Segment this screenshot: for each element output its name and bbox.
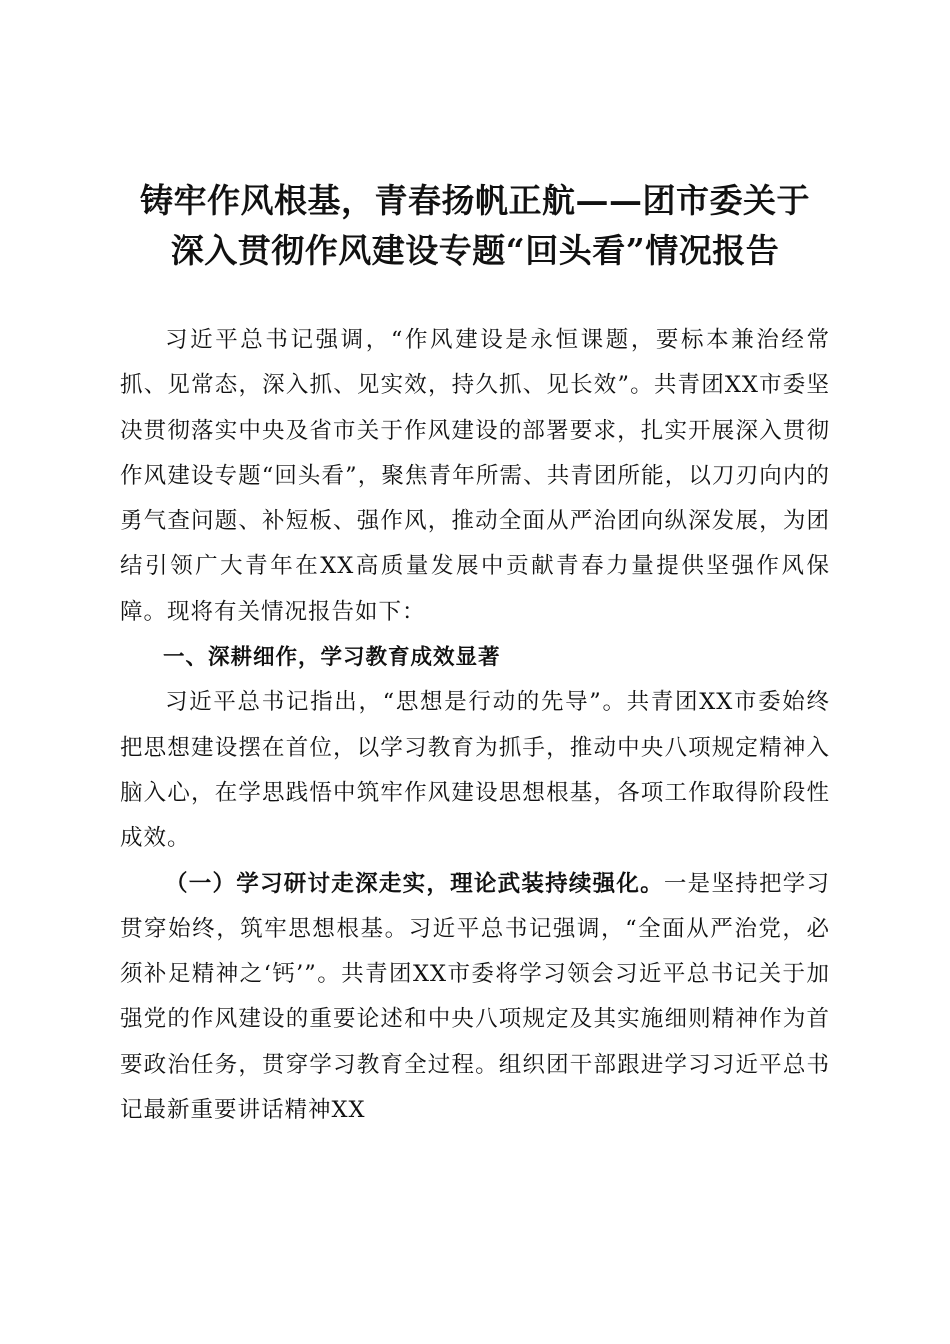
section-heading: 一、深耕细作，学习教育成效显著: [163, 645, 501, 671]
subsection-paragraph: [120, 862, 830, 1134]
document-title: [80, 176, 870, 276]
title-line-1: 铸牢作风根基，青春扬帆正航——团市委关于: [140, 181, 810, 220]
subsection-text: 一是坚持把学习贯穿始终，筑牢思想根基。习近平总书记强调，“全面从严治党，必须补足精神之‘钙’”。共青团XX市委将学习领会习近平总书记关于加强党的作风建设的重要论述和中央八项规定及其实施细则精神作为首要政治任务，贯穿学习教育全过程。组织团干部跟进学习习近平总书记最新重要讲话精神XX: [120, 870, 830, 1124]
intro-paragraph: 习近平总书记强调，“作风建设是永恒课题，要标本兼治经常抓、见常态，深入抓、见实效，持久抓、见长效”。共青团XX市委坚决贯彻落实中央及省市关于作风建设的部署要求，扎实开展深入贯彻作风建设专题“回头看”，聚焦青年所需、共青团所能，以刀刃向内的勇气查问题、补短板、强作风，推动全面从严治团向纵深发展，为团结引领广大青年在XX高质量发展中贡献青春力量提供坚强作风保障。现将有关情况报告如下：: [120, 327, 830, 625]
subsection-heading: （一）学习研讨走深走实，理论武装持续强化。: [165, 870, 664, 897]
title-line-2: 深入贯彻作风建设专题“回头看”情况报告: [170, 231, 780, 270]
document-body: [120, 318, 830, 1133]
section-intro-paragraph: 习近平总书记指出，“思想是行动的先导”。共青团XX市委始终把思想建设摆在首位，以学习教育为抓手，推动中央八项规定精神入脑入心，在学思践悟中筑牢作风建设思想根基，各项工作取得阶段性成效。: [120, 689, 830, 852]
